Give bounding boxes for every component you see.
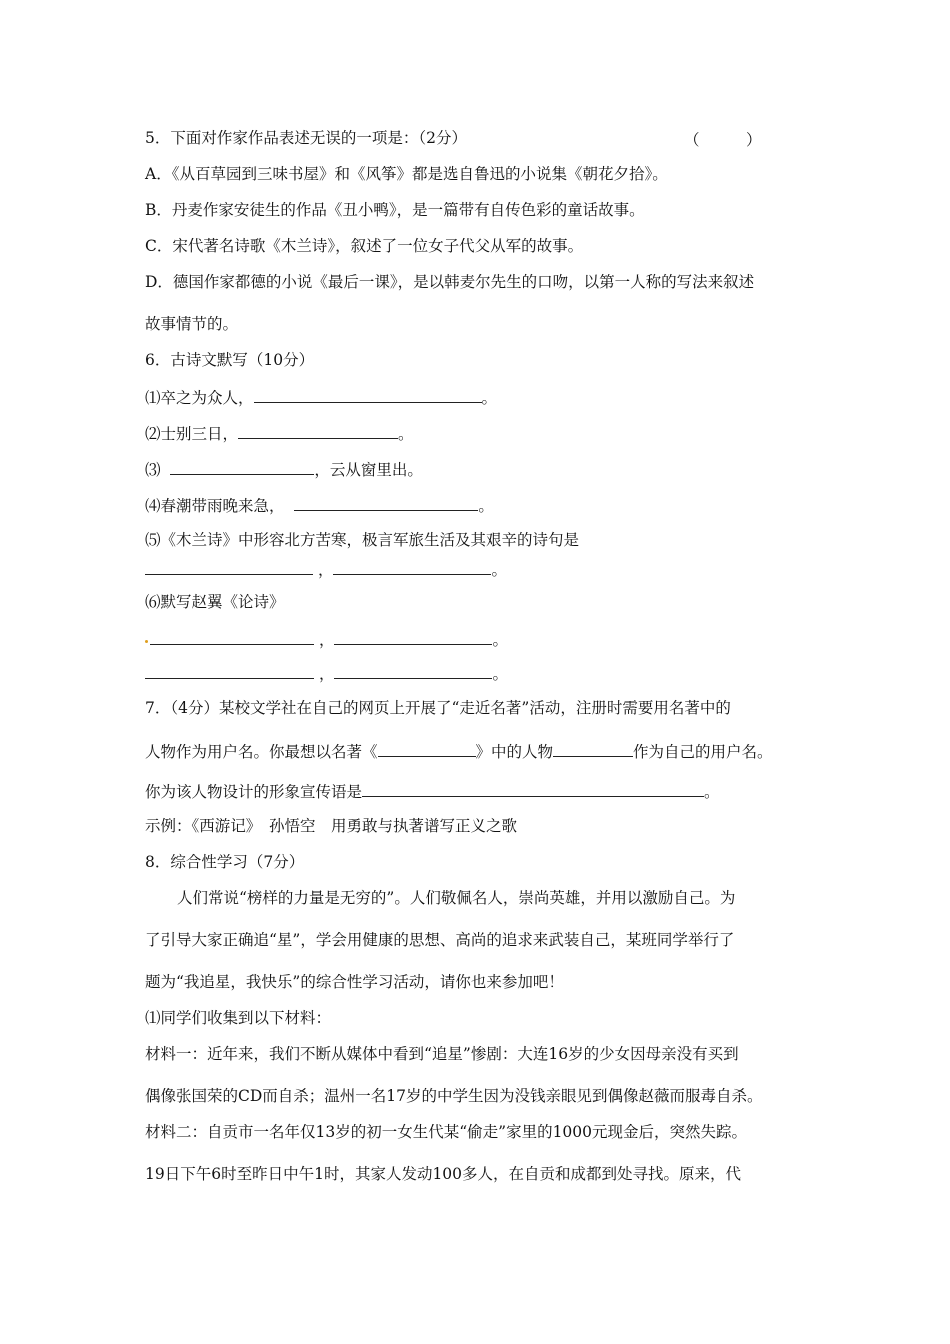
q6-item-2-prefix: ⑵士别三日， bbox=[145, 425, 239, 443]
q8-material-2-line-2: 19日下午6时至昨日中午1时，其家人发动100多人，在自贡和成都到处寻找。原来，代 bbox=[145, 1165, 742, 1183]
q6-item-4 bbox=[145, 494, 494, 516]
q8-material-1-line-1: 材料一：近年来，我们不断从媒体中看到“追星”惨剧：大连16岁的少女因母亲没有买到 bbox=[145, 1045, 739, 1063]
q7-line-2-c: 作为自己的用户名。 bbox=[633, 743, 773, 761]
q7-example: 示例：《西游记》 孙悟空 用勇敢与执著谱写正义之歌 bbox=[145, 817, 518, 835]
q6-item-4-blank[interactable] bbox=[294, 494, 478, 511]
q6-item-1-suffix: 。 bbox=[481, 389, 498, 407]
q6-item-3-blank[interactable] bbox=[170, 458, 314, 475]
q8-paragraph-line-2: 了引导大家正确追“星”，学会用健康的思想、高尚的追求来武装自己，某班同学举行了 bbox=[145, 931, 735, 949]
q6-item-5-comma: ， bbox=[317, 561, 334, 579]
marker-dot bbox=[145, 640, 148, 643]
q8-paragraph-line-3: 题为“我追星，我快乐”的综合性学习活动，请你也来参加吧！ bbox=[145, 973, 564, 991]
q7-line-3-b: 。 bbox=[704, 783, 720, 801]
q5-title: 5．下面对作家作品表述无误的一项是：（2分） bbox=[145, 129, 467, 147]
q6-item-6-blank-4[interactable] bbox=[334, 662, 492, 679]
q6-item-4-suffix: 。 bbox=[478, 497, 494, 515]
q6-item-6-comma-1: ， bbox=[318, 631, 335, 649]
q7-line-2-b: 》中的人物 bbox=[475, 743, 554, 761]
q6-item-6-period-2: 。 bbox=[492, 665, 508, 683]
q6-item-6-blank-3[interactable] bbox=[145, 662, 314, 679]
q6-item-6-period-1: 。 bbox=[492, 631, 508, 649]
q6-item-6-blank-1[interactable] bbox=[150, 628, 314, 645]
q8-material-2-line-1: 材料二：自贡市一名年仅13岁的初一女生代某“偷走”家里的1000元现金后，突然失踪。 bbox=[145, 1123, 748, 1141]
q7-line-3 bbox=[145, 780, 720, 802]
q7-line-2-a: 人物作为用户名。你最想以名著《 bbox=[145, 743, 378, 761]
q6-item-6-answer-1 bbox=[145, 628, 508, 650]
q6-item-3-suffix: ，云从窗里出。 bbox=[314, 461, 423, 479]
q7-line-2 bbox=[145, 740, 773, 762]
q6-item-6: ⑹默写赵翼《论诗》 bbox=[145, 593, 285, 611]
q8-title: 8．综合性学习（7分） bbox=[145, 853, 305, 871]
q7-line-1: 7．（4分）某校文学社在自己的网页上开展了“走近名著”活动，注册时需要用名著中的 bbox=[145, 699, 731, 717]
q5-option-c: C．宋代著名诗歌《木兰诗》，叙述了一位女子代父从军的故事。 bbox=[145, 237, 584, 255]
q6-title: 6．古诗文默写（10分） bbox=[145, 351, 315, 369]
q6-item-2-suffix: 。 bbox=[398, 425, 414, 443]
q5-option-d: D．德国作家都德的小说《最后一课》，是以韩麦尔先生的口吻，以第一人称的写法来叙述 bbox=[145, 273, 755, 291]
q7-line-3-a: 你为该人物设计的形象宣传语是 bbox=[145, 783, 363, 801]
q6-item-5-period: 。 bbox=[491, 561, 507, 579]
q6-item-2-blank[interactable] bbox=[238, 422, 398, 439]
q5-option-a: A．《从百草园到三味书屋》和《风筝》都是选自鲁迅的小说集《朝花夕拾》。 bbox=[145, 165, 668, 183]
q6-item-6-comma-2: ， bbox=[318, 665, 335, 683]
q5-option-d-cont: 故事情节的。 bbox=[145, 315, 239, 333]
q6-item-4-prefix: ⑷春潮带雨晚来急， bbox=[145, 497, 285, 515]
q6-item-5: ⑸《木兰诗》中形容北方苦寒，极言军旅生活及其艰辛的诗句是 bbox=[145, 531, 580, 549]
q5-option-b: B．丹麦作家安徒生的作品《丑小鸭》，是一篇带有自传色彩的童话故事。 bbox=[145, 201, 645, 219]
q6-item-1-prefix: ⑴卒之为众人， bbox=[145, 389, 254, 407]
q6-item-5-blank-2[interactable] bbox=[333, 558, 491, 575]
q6-item-3 bbox=[145, 458, 423, 480]
q7-slogan-blank[interactable] bbox=[362, 780, 704, 797]
q6-item-6-answer-2 bbox=[145, 662, 508, 684]
q6-item-5-blank-1[interactable] bbox=[145, 558, 313, 575]
q8-material-1-line-2: 偶像张国荣的CD而自杀；温州一名17岁的中学生因为没钱亲眼见到偶像赵薇而服毒自杀。 bbox=[145, 1087, 763, 1105]
q7-book-blank[interactable] bbox=[378, 740, 476, 757]
q6-item-1 bbox=[145, 386, 497, 408]
q6-item-6-blank-2[interactable] bbox=[334, 628, 492, 645]
q6-item-5-answer bbox=[145, 558, 507, 580]
q8-sub-1: ⑴同学们收集到以下材料： bbox=[145, 1009, 332, 1027]
q5-answer-paren[interactable]: （ ） bbox=[684, 131, 762, 149]
q7-character-blank[interactable] bbox=[553, 740, 633, 757]
q6-item-3-prefix: ⑶ bbox=[145, 461, 161, 479]
q6-item-1-blank[interactable] bbox=[254, 386, 482, 403]
q8-paragraph-line-1: 人们常说“榜样的力量是无穷的”。人们敬佩名人，崇尚英雄，并用以激励自己。为 bbox=[177, 889, 736, 907]
q6-item-2 bbox=[145, 422, 414, 444]
